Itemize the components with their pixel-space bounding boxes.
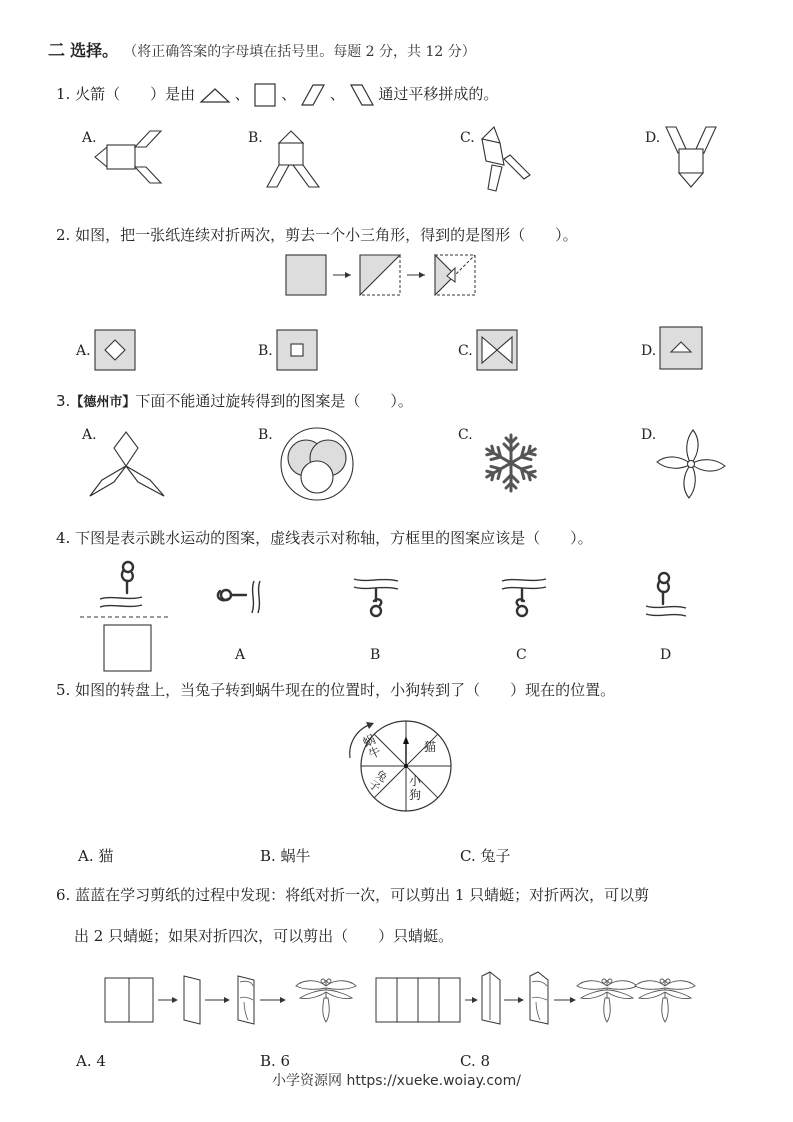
q1-option-b-label: B.	[248, 130, 263, 146]
q3-option-c-snowflake-icon	[476, 430, 546, 496]
question-6-line-1: 6. 蓝蓝在学习剪纸的过程中发现：将纸对折一次，可以剪出 1 只蜻蜓；对折两次，可以剪	[56, 886, 650, 904]
q6-paper-cutting-process-diagram	[104, 968, 704, 1030]
parallelogram-piece-icon	[301, 84, 325, 106]
q5-option-c: C. 兔子	[460, 847, 511, 865]
q3-option-a-three-diamond-icon	[88, 430, 168, 500]
question-1	[56, 83, 498, 107]
q2-option-b-square-hole-icon	[276, 329, 318, 371]
q5-option-a: A. 猫	[78, 847, 114, 865]
q1-option-b-rocket-icon	[265, 127, 325, 189]
question-5: 5. 如图的转盘上，当兔子转到蜗牛现在的位置时，小狗转到了（ ）现在的位置。	[56, 681, 616, 699]
q4-option-a-diver-icon	[212, 575, 268, 619]
q1-option-a-rocket-icon	[95, 125, 165, 185]
triangle-piece-icon	[200, 86, 230, 104]
q3-text: 下面不能通过旋转得到的图案是（ ）。	[135, 392, 413, 410]
q2-folding-process-diagram	[285, 254, 485, 298]
question-6-line-2: 出 2 只蜻蜓；如果对折四次，可以剪出（ ）只蜻蜓。	[74, 927, 454, 945]
parallelogram-reverse-piece-icon	[350, 84, 374, 106]
q3-option-b-label: B.	[258, 427, 273, 443]
q4-option-d-label: D	[660, 647, 672, 663]
section-number: 二	[48, 41, 65, 61]
q4-option-a-label: A	[235, 647, 246, 663]
q1-text-b: 、	[234, 85, 250, 103]
wheel-label-cat: 猫	[424, 740, 437, 754]
q2-option-a-diamond-hole-icon	[94, 329, 136, 371]
q1-option-d-rocket-icon	[664, 125, 720, 191]
q3-option-d-pinwheel-icon	[656, 428, 726, 498]
q3-option-a-label: A.	[82, 427, 97, 443]
wheel-label-rabbit: 兔子	[366, 767, 390, 795]
q4-option-c-diver-icon	[498, 575, 552, 621]
q4-option-b-label: B	[370, 647, 381, 663]
q5-spinner-wheel	[344, 718, 454, 818]
section-header	[48, 36, 476, 61]
question-3	[56, 390, 413, 411]
q2-option-c-bowtie-hole-icon	[476, 329, 518, 371]
q3-option-d-label: D.	[641, 427, 657, 443]
q6-option-c: C. 8	[460, 1052, 491, 1070]
q6-option-b: B. 6	[260, 1052, 291, 1070]
section-title: 选择。	[70, 41, 119, 60]
q6-option-a: A. 4	[76, 1052, 106, 1070]
q2-option-b-label: B.	[258, 343, 273, 359]
q1-option-c-label: C.	[460, 130, 475, 146]
q3-option-c-label: C.	[458, 427, 473, 443]
q3-number: 3.	[56, 392, 71, 410]
q4-option-c-label: C	[516, 647, 527, 663]
q2-option-c-label: C.	[458, 343, 473, 359]
q4-option-d-diver-icon	[642, 568, 696, 622]
q1-option-a-label: A.	[82, 130, 97, 146]
q1-option-c-rocket-icon	[472, 125, 542, 193]
square-piece-icon	[254, 83, 276, 107]
wheel-label-snail: 蜗牛	[360, 732, 384, 762]
question-4: 4. 下图是表示跳水运动的图案，虚线表示对称轴，方框里的图案应该是（ ）。	[56, 529, 593, 547]
q2-option-d-triangle-hole-icon	[659, 326, 703, 370]
section-note: （将正确答案的字母填在括号里。每题 2 分，共 12 分）	[123, 44, 476, 60]
q1-text-a: 1. 火箭（ ）是由	[56, 85, 196, 103]
q4-diver-reference-diagram	[80, 555, 170, 673]
q1-text-d: 、	[329, 85, 345, 103]
q1-text-c: 、	[281, 85, 297, 103]
q2-option-a-label: A.	[76, 343, 91, 359]
q1-text-e: 通过平移拼成的。	[378, 85, 499, 103]
q3-region-tag: 【德州市】	[70, 395, 136, 410]
q4-option-b-diver-icon	[350, 575, 404, 621]
question-2: 2. 如图，把一张纸连续对折两次，剪去一个小三角形，得到的是图形（ ）。	[56, 226, 578, 244]
q2-option-d-label: D.	[641, 343, 657, 359]
q1-option-d-label: D.	[645, 130, 661, 146]
footer-watermark: 小学资源网 https://xueke.woiay.com/	[272, 1073, 521, 1089]
q3-option-b-circles-icon	[278, 425, 358, 503]
wheel-label-dog: 小狗	[409, 774, 422, 802]
q5-option-b: B. 蜗牛	[260, 847, 311, 865]
